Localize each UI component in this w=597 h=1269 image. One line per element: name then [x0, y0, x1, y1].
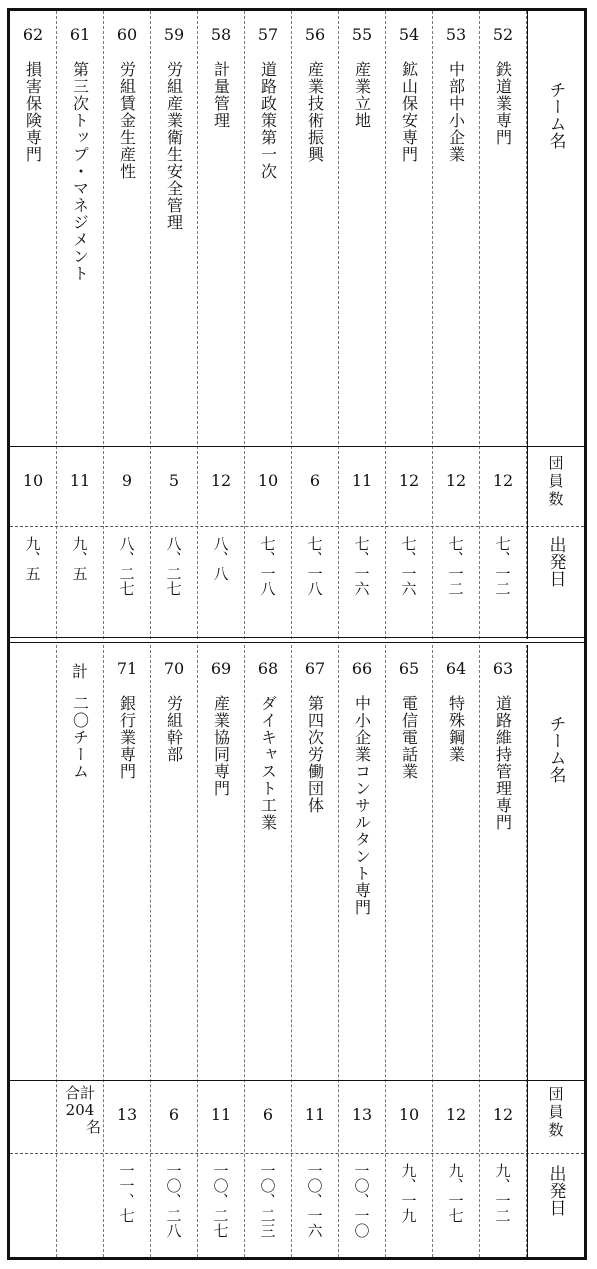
team-name: 産業技術振興: [305, 61, 325, 163]
member-count: 6: [309, 471, 321, 490]
departure-date: 一一、七: [117, 1163, 136, 1223]
table-column: [292, 645, 339, 1257]
member-count-header: 団員数: [548, 1085, 564, 1139]
team-number: 58: [210, 25, 232, 44]
table-column: [245, 11, 292, 639]
departure-date: 八、二七: [117, 536, 136, 596]
team-number: 54: [398, 25, 420, 44]
departure-date: 九、一七: [446, 1163, 465, 1223]
table-column: [245, 645, 292, 1257]
row-divider: [10, 446, 584, 447]
row-divider: [10, 1153, 584, 1154]
departure-date: 九、一二: [493, 1163, 512, 1223]
team-number: 66: [351, 659, 373, 678]
table-column: [198, 645, 245, 1257]
member-count: 12: [492, 1105, 514, 1124]
table-column: [386, 11, 433, 639]
member-count: 10: [22, 471, 44, 490]
table-column: [104, 11, 151, 639]
team-name: 労組産業衛生安全管理: [164, 61, 184, 231]
team-name: [10, 695, 56, 1070]
team-name-header: チーム名: [545, 715, 566, 783]
departure-date: 一〇、一六: [305, 1163, 324, 1238]
team-name: 鉄道業専門: [493, 61, 513, 146]
table-column: [480, 11, 527, 639]
member-count: 5: [168, 471, 180, 490]
table-column: [104, 645, 151, 1257]
team-name: 銀行業専門: [117, 695, 137, 780]
departure-date: 九、五: [70, 536, 89, 581]
team-number: 71: [116, 659, 138, 678]
table-column: [57, 11, 104, 639]
member-count: 12: [492, 471, 514, 490]
header-column: [527, 645, 584, 1257]
team-number: 69: [210, 659, 232, 678]
table-column: [339, 645, 386, 1257]
top-section: [10, 11, 584, 639]
team-name: 労組幹部: [164, 695, 184, 763]
member-count: 12: [445, 471, 467, 490]
team-name: 計量管理: [211, 61, 231, 129]
departure-date: [10, 1163, 56, 1253]
team-number: 53: [445, 25, 467, 44]
member-count: 6: [262, 1105, 274, 1124]
team-name: ダイキャスト工業: [258, 695, 278, 831]
member-count: 12: [445, 1105, 467, 1124]
team-name: 産業協同専門: [211, 695, 231, 797]
departure-date: 一〇、二八: [164, 1163, 183, 1238]
departure-date: 一〇、一〇: [352, 1163, 371, 1238]
team-name: 二〇チーム: [70, 695, 90, 780]
row-divider: [10, 1080, 584, 1081]
member-count-header: 団員数: [548, 454, 564, 508]
departure-date: 七、一六: [352, 536, 371, 596]
team-name: 労組賃金生産性: [117, 61, 137, 180]
team-number: 63: [492, 659, 514, 678]
team-number: 60: [116, 25, 138, 44]
team-name: 鉱山保安専門: [399, 61, 419, 163]
team-number: 61: [69, 25, 91, 44]
departure-date: 七、一二: [493, 536, 512, 596]
table-column: [339, 11, 386, 639]
departure-date: [57, 1163, 103, 1253]
member-count: 6: [168, 1105, 180, 1124]
team-number: 64: [445, 659, 467, 678]
team-number: 56: [304, 25, 326, 44]
table-column: [57, 645, 104, 1257]
row-divider: [10, 526, 584, 527]
table-column: [433, 645, 480, 1257]
table-column: [151, 645, 198, 1257]
team-name: 第四次労働団体: [305, 695, 325, 814]
member-count: 10: [257, 471, 279, 490]
table-frame: [7, 8, 587, 1260]
member-count: 12: [210, 471, 232, 490]
section-separator: [10, 637, 584, 643]
team-number: 52: [492, 25, 514, 44]
member-count: 13: [351, 1105, 373, 1124]
table-column: [10, 645, 57, 1257]
team-number: 68: [257, 659, 279, 678]
departure-date: 七、一八: [258, 536, 277, 596]
table-column: [386, 645, 433, 1257]
grand-total: 合計 204 名: [64, 1084, 101, 1136]
member-count: 9: [121, 471, 133, 490]
table-column: [10, 11, 57, 639]
header-column: [527, 11, 584, 639]
table-column: [292, 11, 339, 639]
member-count: 11: [69, 471, 91, 490]
team-name: 電信電話業: [399, 695, 419, 780]
table-column: [433, 11, 480, 639]
team-name: 特殊鋼業: [446, 695, 466, 763]
departure-header: 出発日: [545, 536, 566, 587]
departure-date: 七、一六: [399, 536, 418, 596]
departure-date: 九、一九: [399, 1163, 418, 1223]
team-number: 65: [398, 659, 420, 678]
team-number: 57: [257, 25, 279, 44]
departure-date: 一〇、二三: [258, 1163, 277, 1238]
departure-date: 九、五: [23, 536, 42, 581]
member-count: 13: [116, 1105, 138, 1124]
team-name: 損害保険専門: [23, 61, 43, 163]
member-count: 11: [304, 1105, 326, 1124]
departure-date: 一〇、二七: [211, 1163, 230, 1238]
member-count: 12: [398, 471, 420, 490]
team-number: 59: [163, 25, 185, 44]
team-name: 産業立地: [352, 61, 372, 129]
team-number: 70: [163, 659, 185, 678]
member-count: 11: [351, 471, 373, 490]
team-number: 55: [351, 25, 373, 44]
bottom-section: [10, 645, 584, 1257]
team-number: 67: [304, 659, 326, 678]
team-name: 道路政策第一次: [258, 61, 278, 180]
table-column: [198, 11, 245, 639]
team-number: 62: [22, 25, 44, 44]
table-column: [151, 11, 198, 639]
member-count: 11: [210, 1105, 232, 1124]
table-column: [480, 645, 527, 1257]
team-name: 中部中小企業: [446, 61, 466, 163]
departure-date: 七、一二: [446, 536, 465, 596]
departure-date: 八、八: [211, 536, 230, 581]
member-count: 10: [398, 1105, 420, 1124]
departure-header: 出発日: [545, 1165, 566, 1216]
team-name: 第三次トップ・マネジメント: [70, 61, 90, 282]
team-number: 計: [71, 662, 88, 681]
team-name: 道路維持管理専門: [493, 695, 513, 831]
team-name-header: チーム名: [545, 81, 566, 149]
departure-date: 七、一八: [305, 536, 324, 596]
departure-date: 八、二七: [164, 536, 183, 596]
team-name: 中小企業コンサルタント専門: [352, 695, 372, 916]
